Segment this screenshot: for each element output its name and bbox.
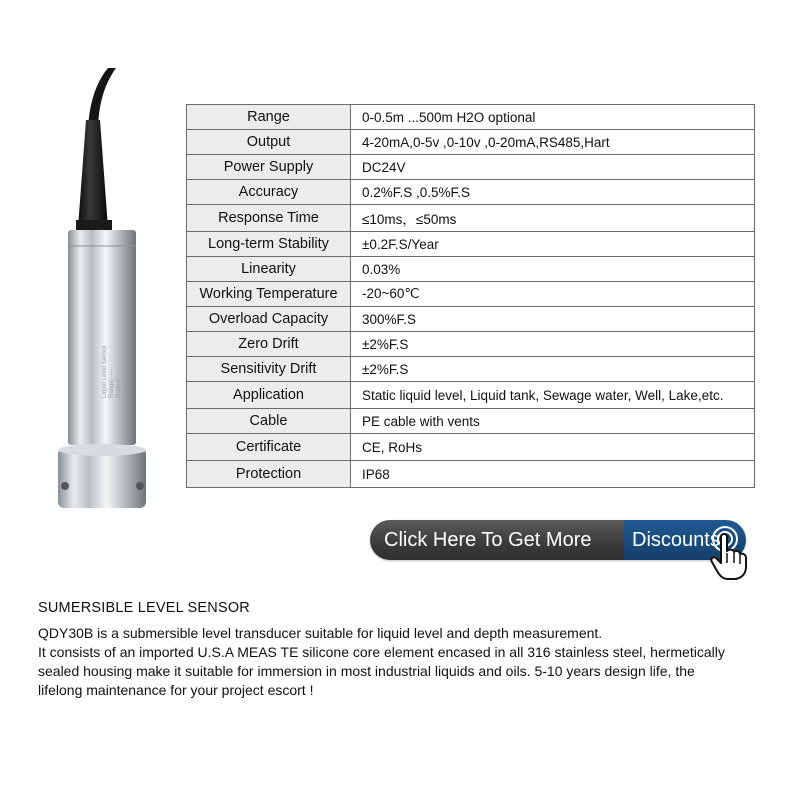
spec-table [186, 104, 755, 488]
spec-row [187, 105, 755, 130]
spec-row [187, 257, 755, 282]
spec-label: Range [187, 105, 351, 130]
get-discounts-button[interactable] [370, 520, 746, 560]
spec-label: Certificate [187, 434, 351, 461]
sensor-product-image [50, 68, 170, 513]
spec-value: ±0.2F.S/Year [351, 232, 755, 257]
spec-value: 0.2%F.S ,0.5%F.S [351, 180, 755, 205]
description-paragraph: It consists of an imported U.S.A MEAS TE silicone core element encased in all 316 stainless steel, hermetically sealed housing make it suitable for immersion in most industrial liquids and oils. 5-10 years design life, the lifelong maintenance for your project escort ! [38, 644, 725, 698]
spec-value: ±2%F.S [351, 332, 755, 357]
cta-right-label: Discounts [624, 520, 746, 560]
spec-value: 0.03% [351, 257, 755, 282]
spec-value: 0-0.5m ...500m H2O optional [351, 105, 755, 130]
spec-row [187, 307, 755, 332]
spec-label: Overload Capacity [187, 307, 351, 332]
spec-row [187, 205, 755, 232]
spec-row [187, 382, 755, 409]
spec-label: Zero Drift [187, 332, 351, 357]
spec-label: Output [187, 130, 351, 155]
spec-label: Power Supply [187, 155, 351, 180]
svg-text:Range: ----: Range: ---- [109, 368, 115, 398]
spec-label: Cable [187, 409, 351, 434]
spec-row [187, 282, 755, 307]
spec-label: Working Temperature [187, 282, 351, 307]
spec-row [187, 155, 755, 180]
product-description [38, 624, 728, 700]
spec-label: Response Time [187, 205, 351, 232]
spec-row [187, 357, 755, 382]
spec-label: Linearity [187, 257, 351, 282]
spec-value: IP68 [351, 461, 755, 488]
spec-row [187, 434, 755, 461]
spec-label: Protection [187, 461, 351, 488]
spec-label: Accuracy [187, 180, 351, 205]
spec-value: -20~60℃ [351, 282, 755, 307]
cta-left-label: Click Here To Get More [370, 520, 624, 560]
spec-label: Long-term Stability [187, 232, 351, 257]
spec-value: 4-20mA,0-5v ,0-10v ,0-20mA,RS485,Hart [351, 130, 755, 155]
spec-value: DC24V [351, 155, 755, 180]
spec-row [187, 332, 755, 357]
spec-value: PE cable with vents [351, 409, 755, 434]
description-paragraph: QDY30B is a submersible level transducer suitable for liquid level and depth measurement. [38, 625, 603, 641]
pointer-hand-icon [703, 523, 759, 581]
spec-row [187, 180, 755, 205]
spec-row [187, 232, 755, 257]
spec-value: CE, RoHs [351, 434, 755, 461]
spec-value: ±2%F.S [351, 357, 755, 382]
spec-value: 300%F.S [351, 307, 755, 332]
svg-text:Liquid Level Sensor: Liquid Level Sensor [102, 345, 108, 398]
spec-row [187, 130, 755, 155]
svg-text:Output: ----: Output: ---- [116, 368, 122, 398]
spec-label: Sensitivity Drift [187, 357, 351, 382]
spec-row [187, 409, 755, 434]
product-title: SUMERSIBLE LEVEL SENSOR [38, 600, 250, 616]
spec-value: ≤10ms，≤50ms [351, 205, 755, 232]
spec-label: Application [187, 382, 351, 409]
spec-row [187, 461, 755, 488]
spec-value: Static liquid level, Liquid tank, Sewage water, Well, Lake,etc. [351, 382, 755, 409]
